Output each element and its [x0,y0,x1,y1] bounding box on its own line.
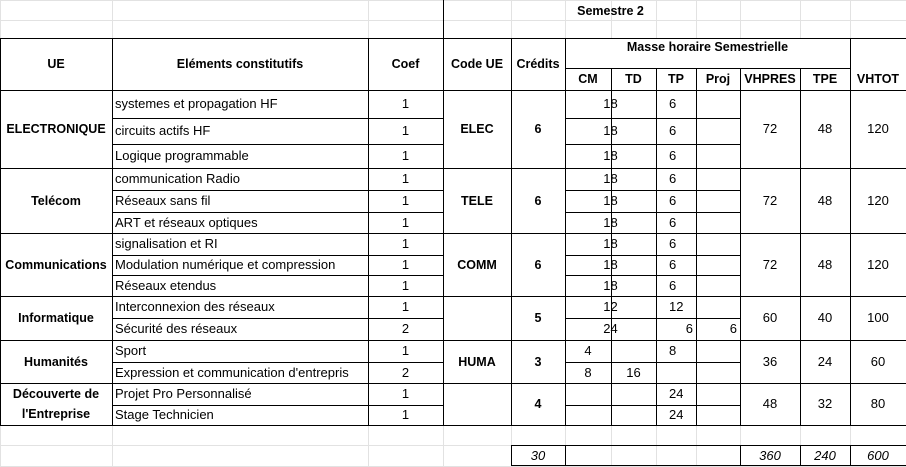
element-name: Projet Pro Personnalisé [115,386,252,401]
element-name: communication Radio [115,171,241,186]
header-tp: TP [668,72,684,86]
ue-label: Informatique [18,311,94,325]
element-coef: 2 [401,321,410,336]
ue-tpe: 32 [817,396,833,411]
ue-label: Telécom [31,193,81,208]
total-vhtot: 600 [867,448,889,463]
element-cm: 18 [603,96,618,111]
ue-credits: 4 [534,397,542,411]
element-coef: 1 [401,277,410,293]
header-masse-horaire: Masse horaire Semestrielle [626,40,789,54]
header-tpe: TPE [812,72,838,86]
ue-tpe: 40 [817,310,833,325]
element-name: Interconnexion des réseaux [115,299,275,314]
element-cm: 8 [584,364,592,380]
ue-code: TELE [461,193,493,208]
element-name: Sécurité des réseaux [115,321,238,336]
element-tp: 12 [669,299,684,314]
header-elements: Eléments constitutifs [176,57,304,71]
semester-title: Semestre 2 [577,4,644,18]
element-coef: 1 [401,123,410,138]
ue-tpe: 48 [817,256,833,272]
header-cm: CM [578,72,598,86]
element-name: Modulation numérique et compression [115,257,336,272]
element-name: Sport [115,343,147,358]
total-vhpres: 360 [759,448,781,463]
element-name: Réseaux etendus [115,277,217,293]
element-td: 16 [626,364,641,380]
element-proj: 6 [729,321,737,336]
element-cm: 18 [603,148,618,163]
element-name: Stage Technicien [115,407,214,422]
element-name: Logique programmable [115,148,249,163]
ue-credits: 5 [534,311,542,325]
element-cm: 18 [603,123,618,138]
element-tp: 6 [669,257,677,272]
ue-label: Découverte de [12,387,100,401]
ue-credits: 3 [534,354,542,369]
ue-vhpres: 72 [762,121,778,136]
element-coef: 1 [401,193,410,208]
element-tp: 8 [669,343,677,358]
element-tp: 6 [669,123,677,138]
ue-tpe: 24 [817,353,833,369]
element-coef: 1 [401,343,410,358]
ue-tpe: 48 [817,192,833,208]
element-cm: 18 [603,236,618,251]
header-credits: Crédits [516,57,560,71]
element-cm: 4 [584,343,592,358]
element-coef: 1 [401,171,410,186]
ue-code: ELEC [460,122,494,136]
header-vhtot: VHTOT [856,72,900,86]
element-tp: 6 [669,277,677,293]
element-coef: 1 [401,236,410,251]
ue-vhpres: 60 [762,310,778,325]
element-name: signalisation et RI [115,236,218,251]
header-proj: Proj [705,72,731,86]
element-name: circuits actifs HF [115,123,211,138]
header-code-ue: Code UE [450,57,504,71]
total-tpe: 240 [814,448,836,463]
ue-code: HUMA [458,354,496,369]
element-name: systemes et propagation HF [115,96,278,111]
element-tp: 24 [669,386,684,401]
element-coef: 1 [401,299,410,314]
ue-tpe: 48 [817,121,833,136]
element-cm: 12 [603,299,618,314]
ue-label: Humanités [24,354,88,369]
ue-code: COMM [457,257,497,272]
ue-credits: 6 [534,122,542,136]
element-cm: 18 [603,257,618,272]
element-tp: 6 [669,214,677,230]
element-tp: 6 [669,171,677,186]
element-cm: 18 [603,277,618,293]
element-name: ART et réseaux optiques [115,214,258,230]
header-ue: UE [47,57,65,71]
header-vhpres: VHPRES [744,72,796,86]
element-coef: 2 [401,364,410,380]
ue-vhtot: 100 [867,310,889,325]
ue-vhpres: 48 [762,396,778,411]
ue-vhtot: 80 [870,396,886,411]
element-cm: 18 [603,214,618,230]
ue-label: l'Entreprise [21,407,91,421]
header-coef: Coef [391,57,420,71]
ue-vhpres: 36 [762,353,778,369]
element-cm: 18 [603,193,618,208]
ue-vhpres: 72 [762,192,778,208]
element-coef: 1 [401,96,410,111]
total-credits: 30 [530,448,546,463]
element-coef: 1 [401,386,410,401]
element-tp: 6 [669,96,677,111]
ue-credits: 6 [534,193,542,208]
ue-label: Communications [5,257,107,272]
element-tp: 6 [669,193,677,208]
element-coef: 1 [401,148,410,163]
element-tp: 6 [669,148,677,163]
element-tp: 6 [685,321,693,336]
ue-label: ELECTRONIQUE [6,122,106,136]
element-cm: 18 [603,171,618,186]
element-tp: 6 [669,236,677,251]
ue-vhtot: 120 [867,121,889,136]
header-td: TD [625,72,642,86]
ue-vhtot: 60 [870,353,886,369]
element-coef: 1 [401,214,410,230]
ue-vhtot: 120 [867,192,889,208]
element-name: Expression et communication d'entrepris [115,364,349,380]
ue-credits: 6 [534,257,542,272]
element-coef: 1 [401,407,410,422]
element-tp: 24 [669,407,684,422]
element-name: Réseaux sans fil [115,193,211,208]
ue-vhtot: 120 [867,256,889,272]
element-cm: 24 [603,321,618,336]
ue-vhpres: 72 [762,256,778,272]
element-coef: 1 [401,257,410,272]
